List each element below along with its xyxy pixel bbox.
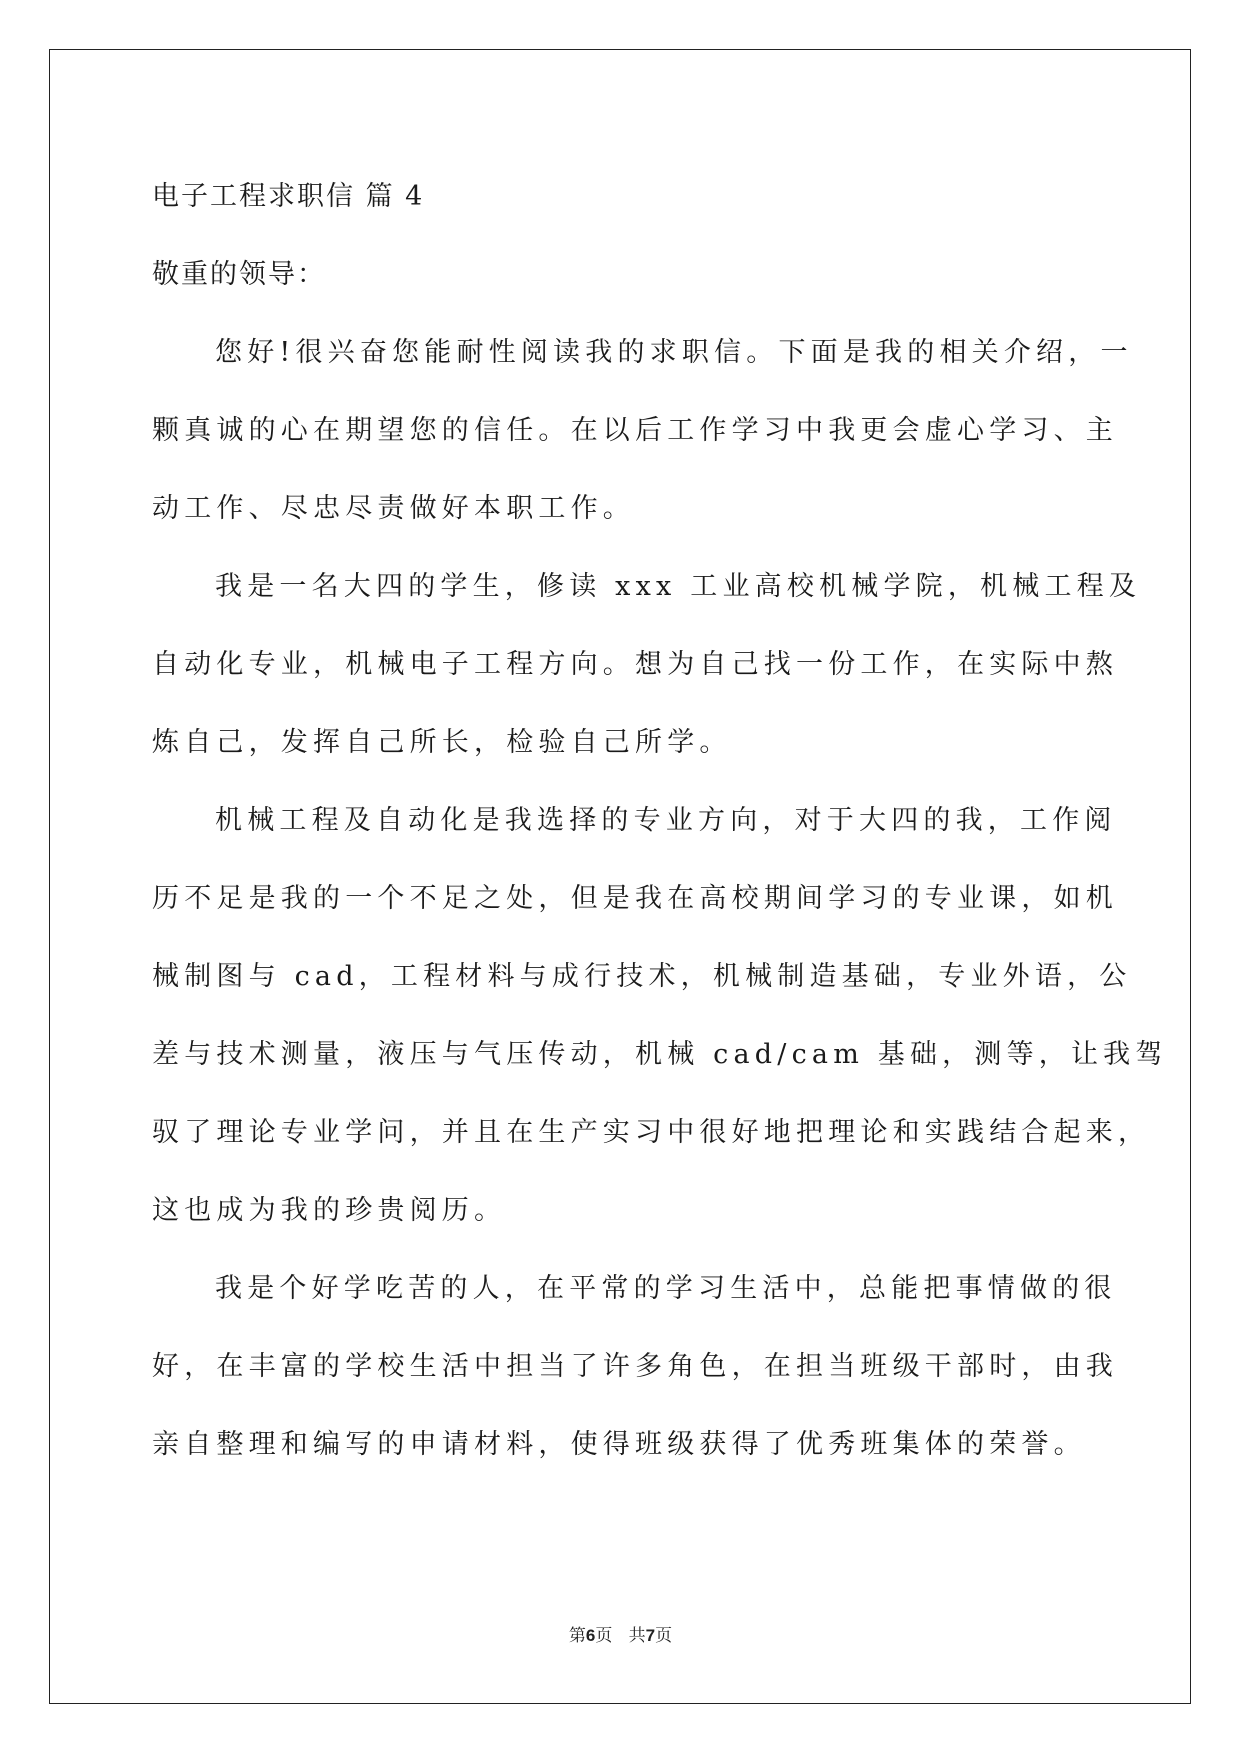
paragraph-line: 动工作、尽忠尽责做好本职工作。: [152, 493, 635, 524]
paragraph-1: [152, 314, 1133, 548]
document-body: [152, 158, 1168, 1484]
paragraph-line: 驭了理论专业学问，并且在生产实习中很好地把理论和实践结合起来，: [152, 1117, 1151, 1148]
paragraph-line: 好，在丰富的学校生活中担当了许多角色，在担当班级干部时，由我: [152, 1351, 1118, 1382]
paragraph-line: 自动化专业，机械电子工程方向。想为自己找一份工作，在实际中熬: [152, 649, 1118, 680]
paragraph-line: 机械工程及自动化是我选择的专业方向，对于大四的我，工作阅: [215, 805, 1117, 836]
paragraph-line: 差与技术测量，液压与气压传动，机械 cad/cam 基础，测等，让我驾: [152, 1039, 1168, 1070]
document-heading: 电子工程求职信 篇 4: [152, 181, 425, 212]
paragraph-line: 械制图与 cad，工程材料与成行技术，机械制造基础，专业外语，公: [152, 961, 1132, 992]
paragraph-3: [152, 782, 1168, 1250]
salutation: 敬重的领导：: [152, 259, 326, 290]
paragraph-line: 这也成为我的珍贵阅历。: [152, 1195, 507, 1226]
paragraph-line: 您好!很兴奋您能耐性阅读我的求职信。下面是我的相关介绍，一: [215, 337, 1133, 368]
paragraph-4: [152, 1250, 1118, 1484]
paragraph-line: 炼自己，发挥自己所长，检验自己所学。: [152, 727, 732, 758]
paragraph-line: 亲自整理和编写的申请材料，使得班级获得了优秀班集体的荣誉。: [152, 1429, 1086, 1460]
page-footer: [0, 1624, 1241, 1648]
paragraph-line: 颗真诚的心在期望您的信任。在以后工作学习中我更会虚心学习、主: [152, 415, 1118, 446]
paragraph-line: 历不足是我的一个不足之处，但是我在高校期间学习的专业课，如机: [152, 883, 1118, 914]
footer-page-number: 6: [585, 1626, 596, 1645]
footer-middle: 页 共: [595, 1626, 646, 1646]
paragraph-line: 我是个好学吃苦的人，在平常的学习生活中，总能把事情做的很: [215, 1273, 1117, 1304]
paragraph-line: 我是一名大四的学生，修读 xxx 工业高校机械学院，机械工程及: [215, 571, 1142, 602]
footer-prefix: 第: [568, 1626, 586, 1646]
paragraph-2: [152, 548, 1142, 782]
footer-total-pages: 7: [645, 1626, 656, 1645]
footer-suffix: 页: [655, 1626, 673, 1646]
